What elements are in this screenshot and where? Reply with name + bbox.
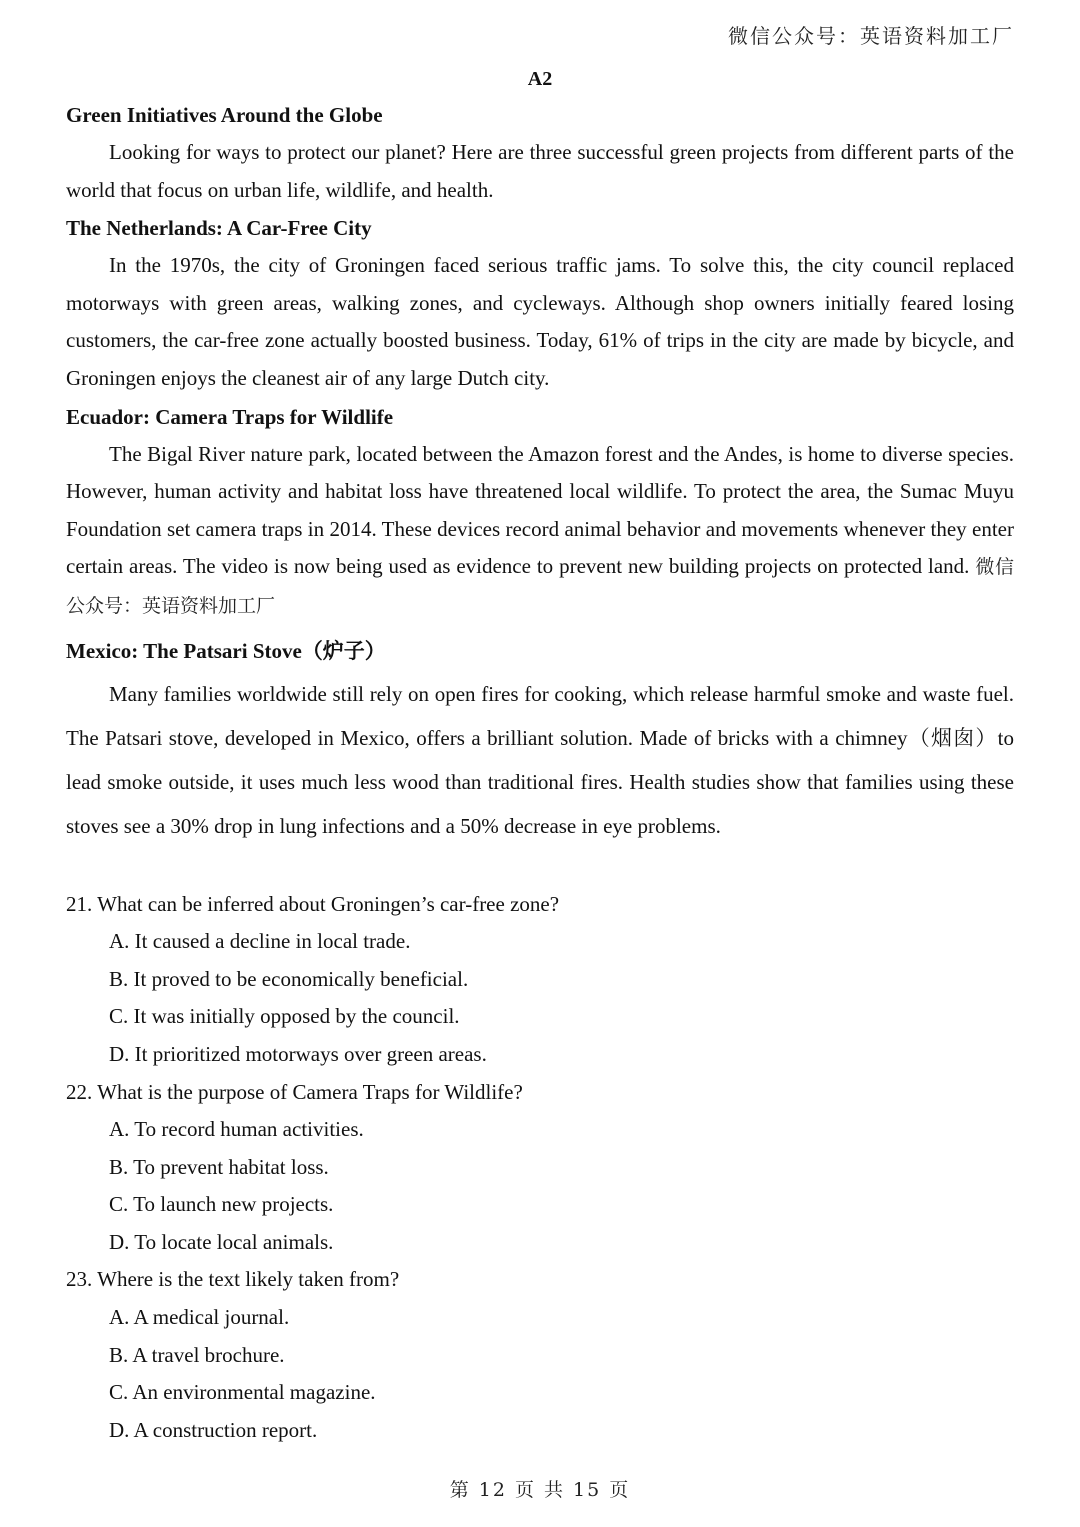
answer-option: B. To prevent habitat loss. [109, 1154, 329, 1179]
section-heading-mexico: Mexico: The Patsari Stove（炉子） [66, 638, 386, 663]
answer-option: B. It proved to be economically beneficial. [109, 966, 469, 991]
question-stem: 21. What can be inferred about Groningen’s car-free zone? [66, 891, 560, 916]
answer-option: D. It prioritized motorways over green areas. [109, 1041, 487, 1066]
answer-option: A. To record human activities. [109, 1117, 364, 1142]
question-list [66, 886, 1014, 1450]
section-heading-netherlands: The Netherlands: A Car-Free City [66, 216, 372, 241]
section-body-mexico: Many families worldwide still rely on open fires for cooking, which release harmful smoke and waste fuel. The Patsari stove, developed in Mexico, offers a brilliant solution. Made of bricks with a chimney（烟囱）to lead smoke outside, it uses much less wood than traditional fires. Health studies show that families using these stoves see a 30% drop in lung infections and a 50% decrease in eye problems. [66, 681, 1014, 838]
question-stem: 23. Where is the text likely taken from? [66, 1267, 400, 1292]
section-label: A2 [527, 68, 553, 90]
section-heading-ecuador: Ecuador: Camera Traps for Wildlife [66, 404, 394, 429]
question-stem: 22. What is the purpose of Camera Traps for Wildlife? [66, 1079, 523, 1104]
answer-option: C. It was initially opposed by the council. [109, 1004, 460, 1029]
page-number-footer: 第 12 页 共 15 页 [449, 1479, 631, 1501]
passage-title: Green Initiatives Around the Globe [66, 103, 383, 127]
answer-option: D. To locate local animals. [109, 1229, 334, 1254]
header-watermark: 微信公众号：英语资料加工厂 [728, 24, 1014, 48]
answer-option: C. An environmental magazine. [109, 1380, 376, 1405]
answer-option: A. It caused a decline in local trade. [109, 929, 411, 954]
section-body-ecuador [66, 436, 1014, 626]
answer-option: C. To launch new projects. [109, 1192, 334, 1217]
inline-watermark: 微信公众号：英语资料加工厂 [66, 556, 1014, 617]
answer-option: A. A medical journal. [109, 1305, 290, 1330]
answer-option: D. A construction report. [109, 1417, 318, 1442]
section-body-netherlands: In the 1970s, the city of Groningen faced serious traffic jams. To solve this, the city council replaced motorways with green areas, walking zones, and cycleways. Although shop owners initially feared losing customers, the car-free zone actually boosted business. Today, 61% of trips in the city are made by bicycle, and Groningen enjoys the cleanest air of any large Dutch city. [66, 253, 1014, 390]
document-body [66, 62, 1014, 1449]
intro-paragraph: Looking for ways to protect our planet? Here are three successful green projects from different parts of the world that focus on urban life, wildlife, and health. [66, 140, 1014, 202]
answer-option: B. A travel brochure. [109, 1342, 285, 1367]
section-body-ecuador-text: The Bigal River nature park, located between the Amazon forest and the Andes, is home to diverse species. However, human activity and habitat loss have threatened local wildlife. To protect the area, the Sumac Muyu Foundation set camera traps in 2014. These devices record animal behavior and movements whenever they enter certain areas. The video is now being used as evidence to prevent new building projects on protected land. [66, 441, 1014, 579]
